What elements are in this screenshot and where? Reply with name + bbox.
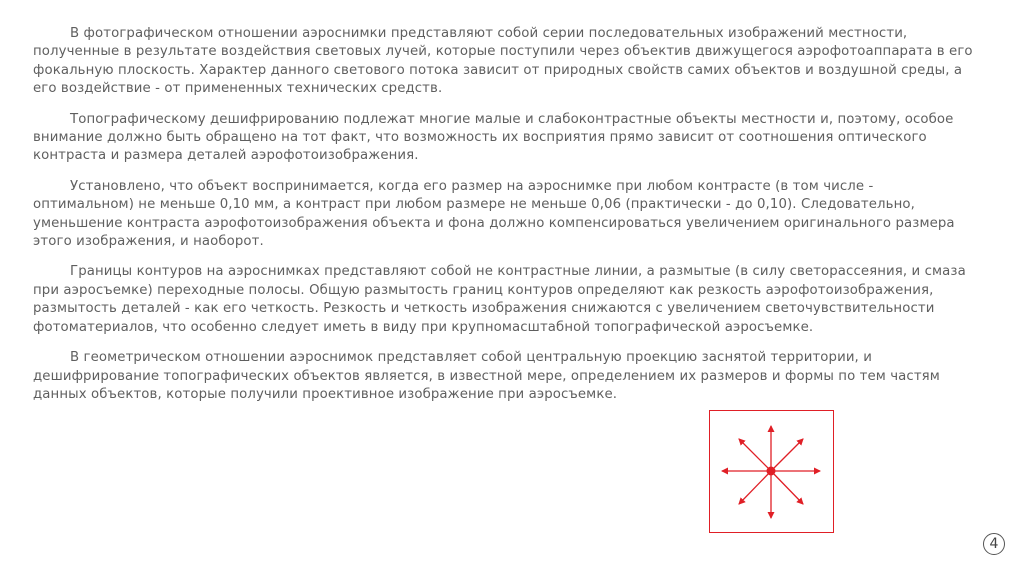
- radiating-arrows-icon: [710, 411, 832, 531]
- paragraph-1: В фотографическом отношении аэроснимки представляют собой серии последовательных изображений местности, полученные в результате воздействия световых лучей, которые поступили через объектив движущегося аэрофотоаппарата в его фокальную плоскость. Характер данного светового потока зависит от природных свойств самих объектов и воздушной среды, а его воздействие - от примененных технических средств.: [33, 26, 973, 97]
- center-dot: [767, 467, 776, 476]
- page-number-badge: 4: [983, 533, 1005, 555]
- paragraph-5: В геометрическом отношении аэроснимок представляет собой центральную проекцию заснятой территории, и дешифрирование топографических объектов является, в известной мере, определением их размеров и формы по тем частям данных объектов, которые получили проективное изображение при аэросъемке.: [33, 350, 940, 402]
- paragraph-3: Установлено, что объект воспринимается, когда его размер на аэроснимке при любом контрасте (в том числе - оптимальном) не меньше 0,10 мм, а контраст при любом размере не меньше 0,06 (практически - до 0,10). Следовательно, уменьшение контраста аэрофотоизображения объекта и фона должно компенсироваться увеличением оригинального размера этого изображения, и наоборот.: [33, 178, 955, 250]
- light-rays-figure: [709, 410, 834, 533]
- paragraph-4: Границы контуров на аэроснимках представляют собой не контрастные линии, а размытые (в силу светорассеяния, и смаза при аэросъемке) переходные полосы. Общую размытость границ контуров определяют как резкость аэрофотоизображения, размытость деталей - как его четкость. Резкость и четкость изображения снижаются с увеличением светочувствительности фотоматериалов, что особенно следует иметь в виду при крупномасштабной топографической аэросъемке.: [33, 264, 966, 335]
- document-body: [33, 25, 973, 416]
- paragraph-2: Топографическому дешифрированию подлежат многие малые и слабоконтрастные объекты местности и, поэтому, особое внимание должно быть обращено на тот факт, что возможность их восприятия прямо зависит от соотношения оптического контраста и размера деталей аэрофотоизображения.: [33, 111, 954, 164]
